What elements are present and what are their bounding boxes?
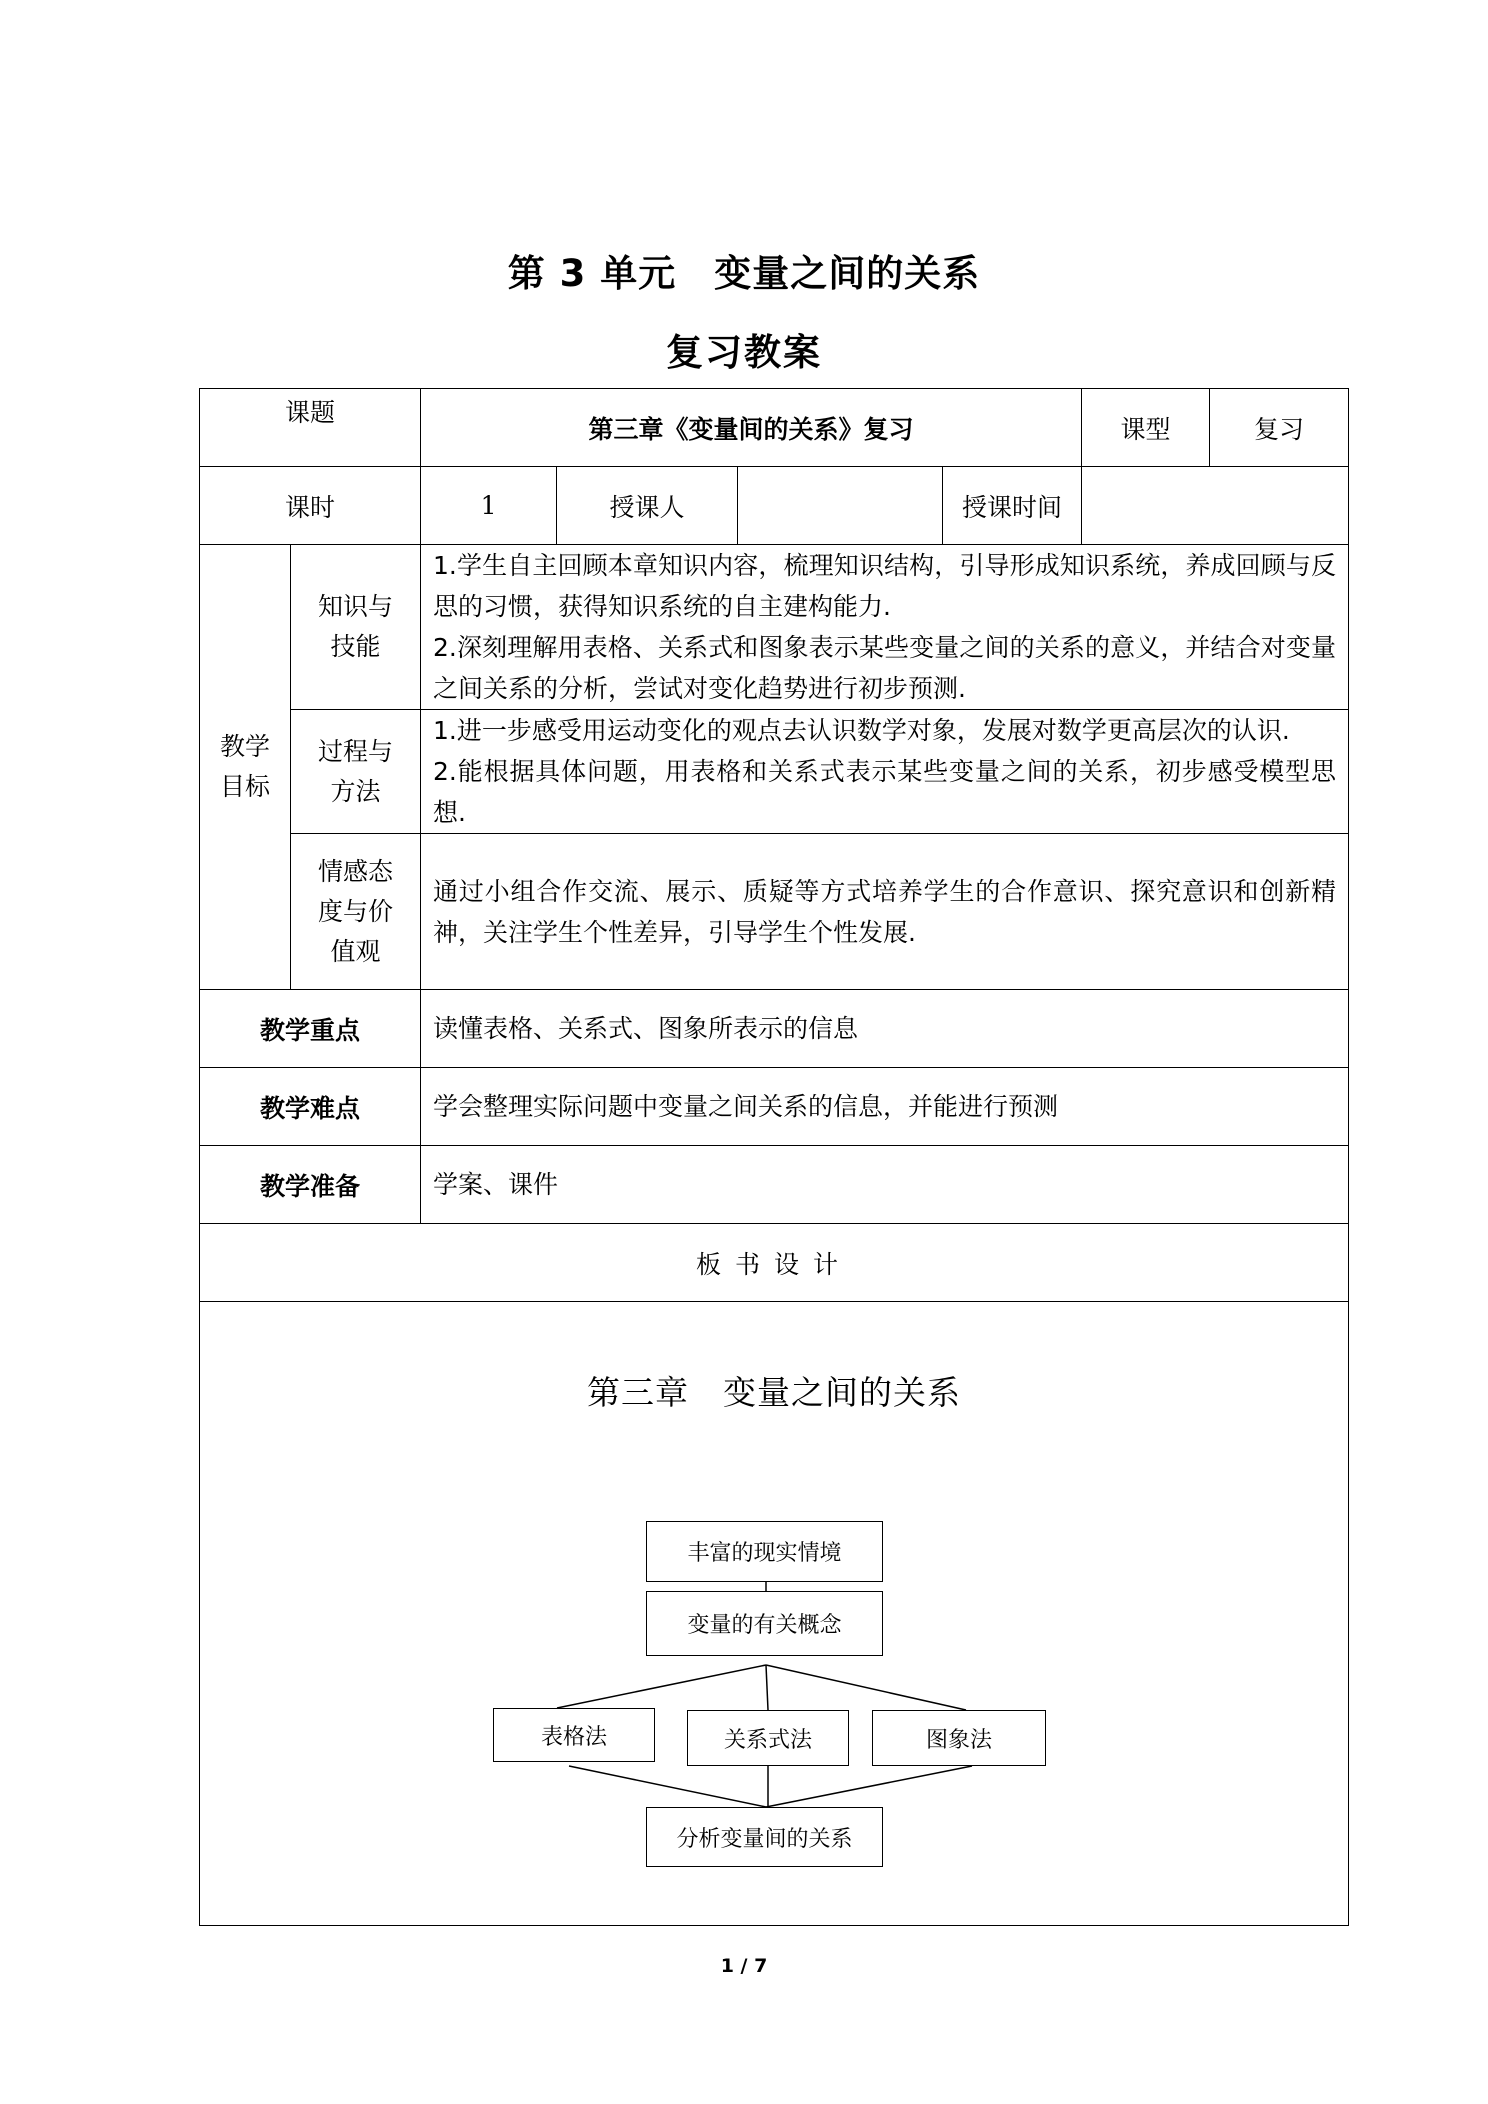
goal-knowledge-text: 1.学生自主回顾本章知识内容，梳理知识结构，引导形成知识系统，养成回顾与反思的习惯，获得知识系统的自主建构能力. 2.深刻理解用表格、关系式和图象表示某些变量之间的关系的意义，并结合对变量之间关系的分析，尝试对变化趋势进行初步预测. [421, 545, 1349, 710]
difficulty-text: 学会整理实际问题中变量之间关系的信息，并能进行预测 [421, 1068, 1349, 1146]
teacher-value [738, 467, 943, 545]
focus-label: 教学重点 [200, 990, 421, 1068]
page-number: 1 / 7 [720, 1955, 768, 1977]
page-title: 第 3 单元 变量之间的关系 [507, 252, 981, 295]
type-label: 课型 [1082, 389, 1210, 467]
goal-process-text: 1.进一步感受用运动变化的观点去认识数学对象，发展对数学更高层次的认识. 2.能根据具体问题，用表格和关系式表示某些变量之间的关系，初步感受模型思想. [421, 710, 1349, 834]
difficulty-label: 教学难点 [200, 1068, 421, 1146]
page-subtitle: 复习教案 [666, 331, 822, 374]
goal-attitude-label: 情感态度与价值观 [291, 834, 421, 990]
focus-text: 读懂表格、关系式、图象所表示的信息 [421, 990, 1349, 1068]
preparation-label: 教学准备 [200, 1146, 421, 1224]
row-board-header [200, 1224, 1349, 1302]
hours-value: 1 [421, 467, 557, 545]
row-focus [200, 990, 1349, 1068]
row-goal-process [200, 710, 1349, 834]
hours-label: 课时 [200, 467, 421, 545]
time-label: 授课时间 [943, 467, 1082, 545]
time-value [1082, 467, 1349, 545]
goal-attitude-text: 通过小组合作交流、展示、质疑等方式培养学生的合作意识、探究意识和创新精神，关注学生个性差异，引导学生个性发展. [421, 834, 1349, 990]
connector-n2-n5 [766, 1665, 966, 1710]
row-hours [200, 467, 1349, 545]
node-real-situations: 丰富的现实情境 [646, 1521, 883, 1582]
node-graph-method: 图象法 [872, 1710, 1046, 1766]
teacher-label: 授课人 [557, 467, 738, 545]
row-board [200, 1302, 1349, 1926]
connector-n5-n6 [766, 1766, 972, 1807]
row-goal-attitude [200, 834, 1349, 990]
topic-label: 课题 [200, 389, 421, 467]
board-design [200, 1302, 1349, 1926]
type-value: 复习 [1210, 389, 1349, 467]
node-table-method: 表格法 [493, 1708, 655, 1762]
connector-n2-n4 [766, 1665, 768, 1710]
node-formula-method: 关系式法 [687, 1710, 849, 1766]
goal-knowledge-label: 知识与技能 [291, 545, 421, 710]
board-title: 第三章 变量之间的关系 [587, 1373, 962, 1412]
row-topic [200, 389, 1349, 467]
connector-n2-n3 [557, 1665, 766, 1708]
row-difficulty [200, 1068, 1349, 1146]
connector-n3-n6 [569, 1766, 766, 1807]
goals-label: 教学目标 [200, 545, 291, 990]
topic-value: 第三章《变量间的关系》复习 [421, 389, 1082, 467]
lesson-plan-table [199, 388, 1349, 1926]
row-preparation [200, 1146, 1349, 1224]
node-analyze-relations: 分析变量间的关系 [646, 1807, 883, 1867]
row-goal-knowledge [200, 545, 1349, 710]
preparation-text: 学案、课件 [421, 1146, 1349, 1224]
board-header: 板书设计 [200, 1224, 1349, 1302]
goal-process-label: 过程与方法 [291, 710, 421, 834]
node-variable-concepts: 变量的有关概念 [646, 1591, 883, 1656]
